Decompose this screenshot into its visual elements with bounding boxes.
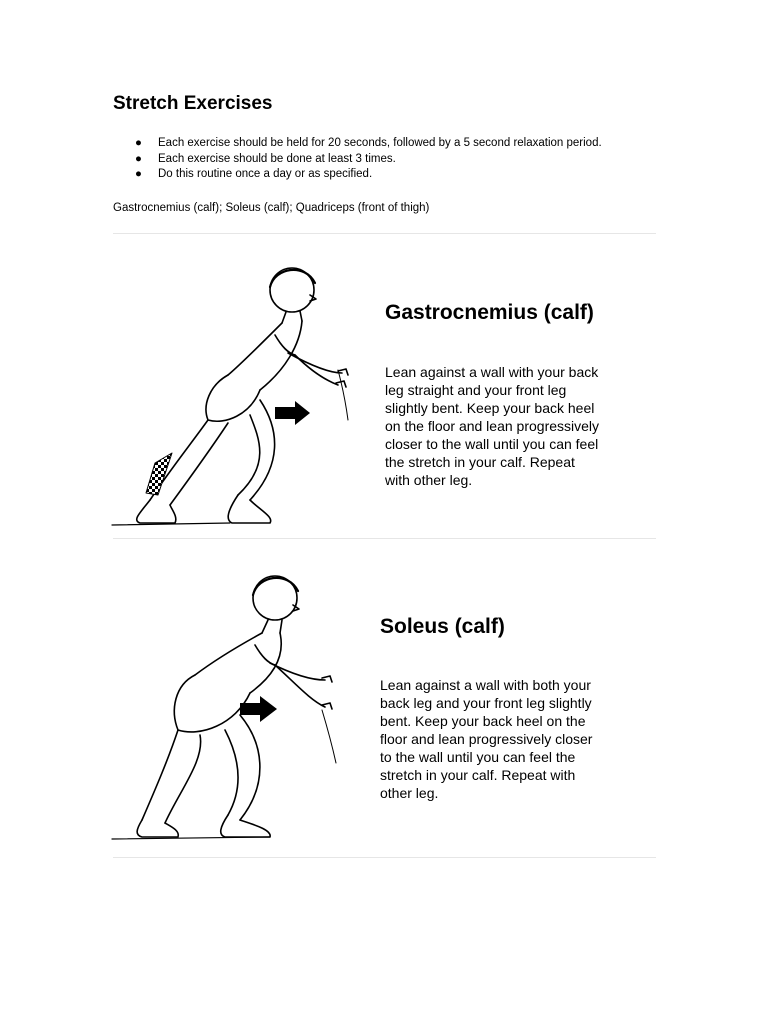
bullet-icon: ● bbox=[135, 137, 142, 149]
section-divider bbox=[113, 857, 656, 858]
exercise-title-soleus: Soleus (calf) bbox=[380, 615, 505, 638]
exercise-description-soleus: Lean against a wall with both your back leg and your front leg slightly bent. Keep your back heel on the floor and lean progressively closer to the wall until you can feel the stretch in your calf. Repeat with other leg. bbox=[380, 677, 593, 801]
section-divider bbox=[113, 538, 656, 539]
section-divider bbox=[113, 233, 656, 234]
list-item-text: Each exercise should be done at least 3 times. bbox=[158, 152, 396, 165]
bullet-icon: ● bbox=[135, 168, 142, 180]
list-item-text: Each exercise should be held for 20 seconds, followed by a 5 second relaxation period. bbox=[158, 137, 602, 149]
list-item-text: Do this routine once a day or as specified. bbox=[158, 168, 373, 180]
bullet-icon: ● bbox=[135, 152, 142, 165]
list-item bbox=[113, 167, 602, 183]
exercise-summary: Gastrocnemius (calf); Soleus (calf); Quadriceps (front of thigh) bbox=[113, 202, 430, 214]
page-title: Stretch Exercises bbox=[113, 93, 273, 114]
gastrocnemius-stretch-illustration bbox=[110, 255, 375, 530]
soleus-stretch-illustration bbox=[110, 565, 375, 845]
list-item bbox=[113, 136, 602, 152]
exercise-title-gastrocnemius: Gastrocnemius (calf) bbox=[385, 301, 594, 324]
exercise-description-gastrocnemius: Lean against a wall with your back leg straight and your front leg slightly bent. Keep your back heel on the floor and lean progressively closer to the wall until you can feel the stretch in your calf. Repeat with other leg. bbox=[385, 364, 600, 488]
list-item bbox=[113, 152, 602, 168]
instructions-list bbox=[113, 136, 602, 183]
